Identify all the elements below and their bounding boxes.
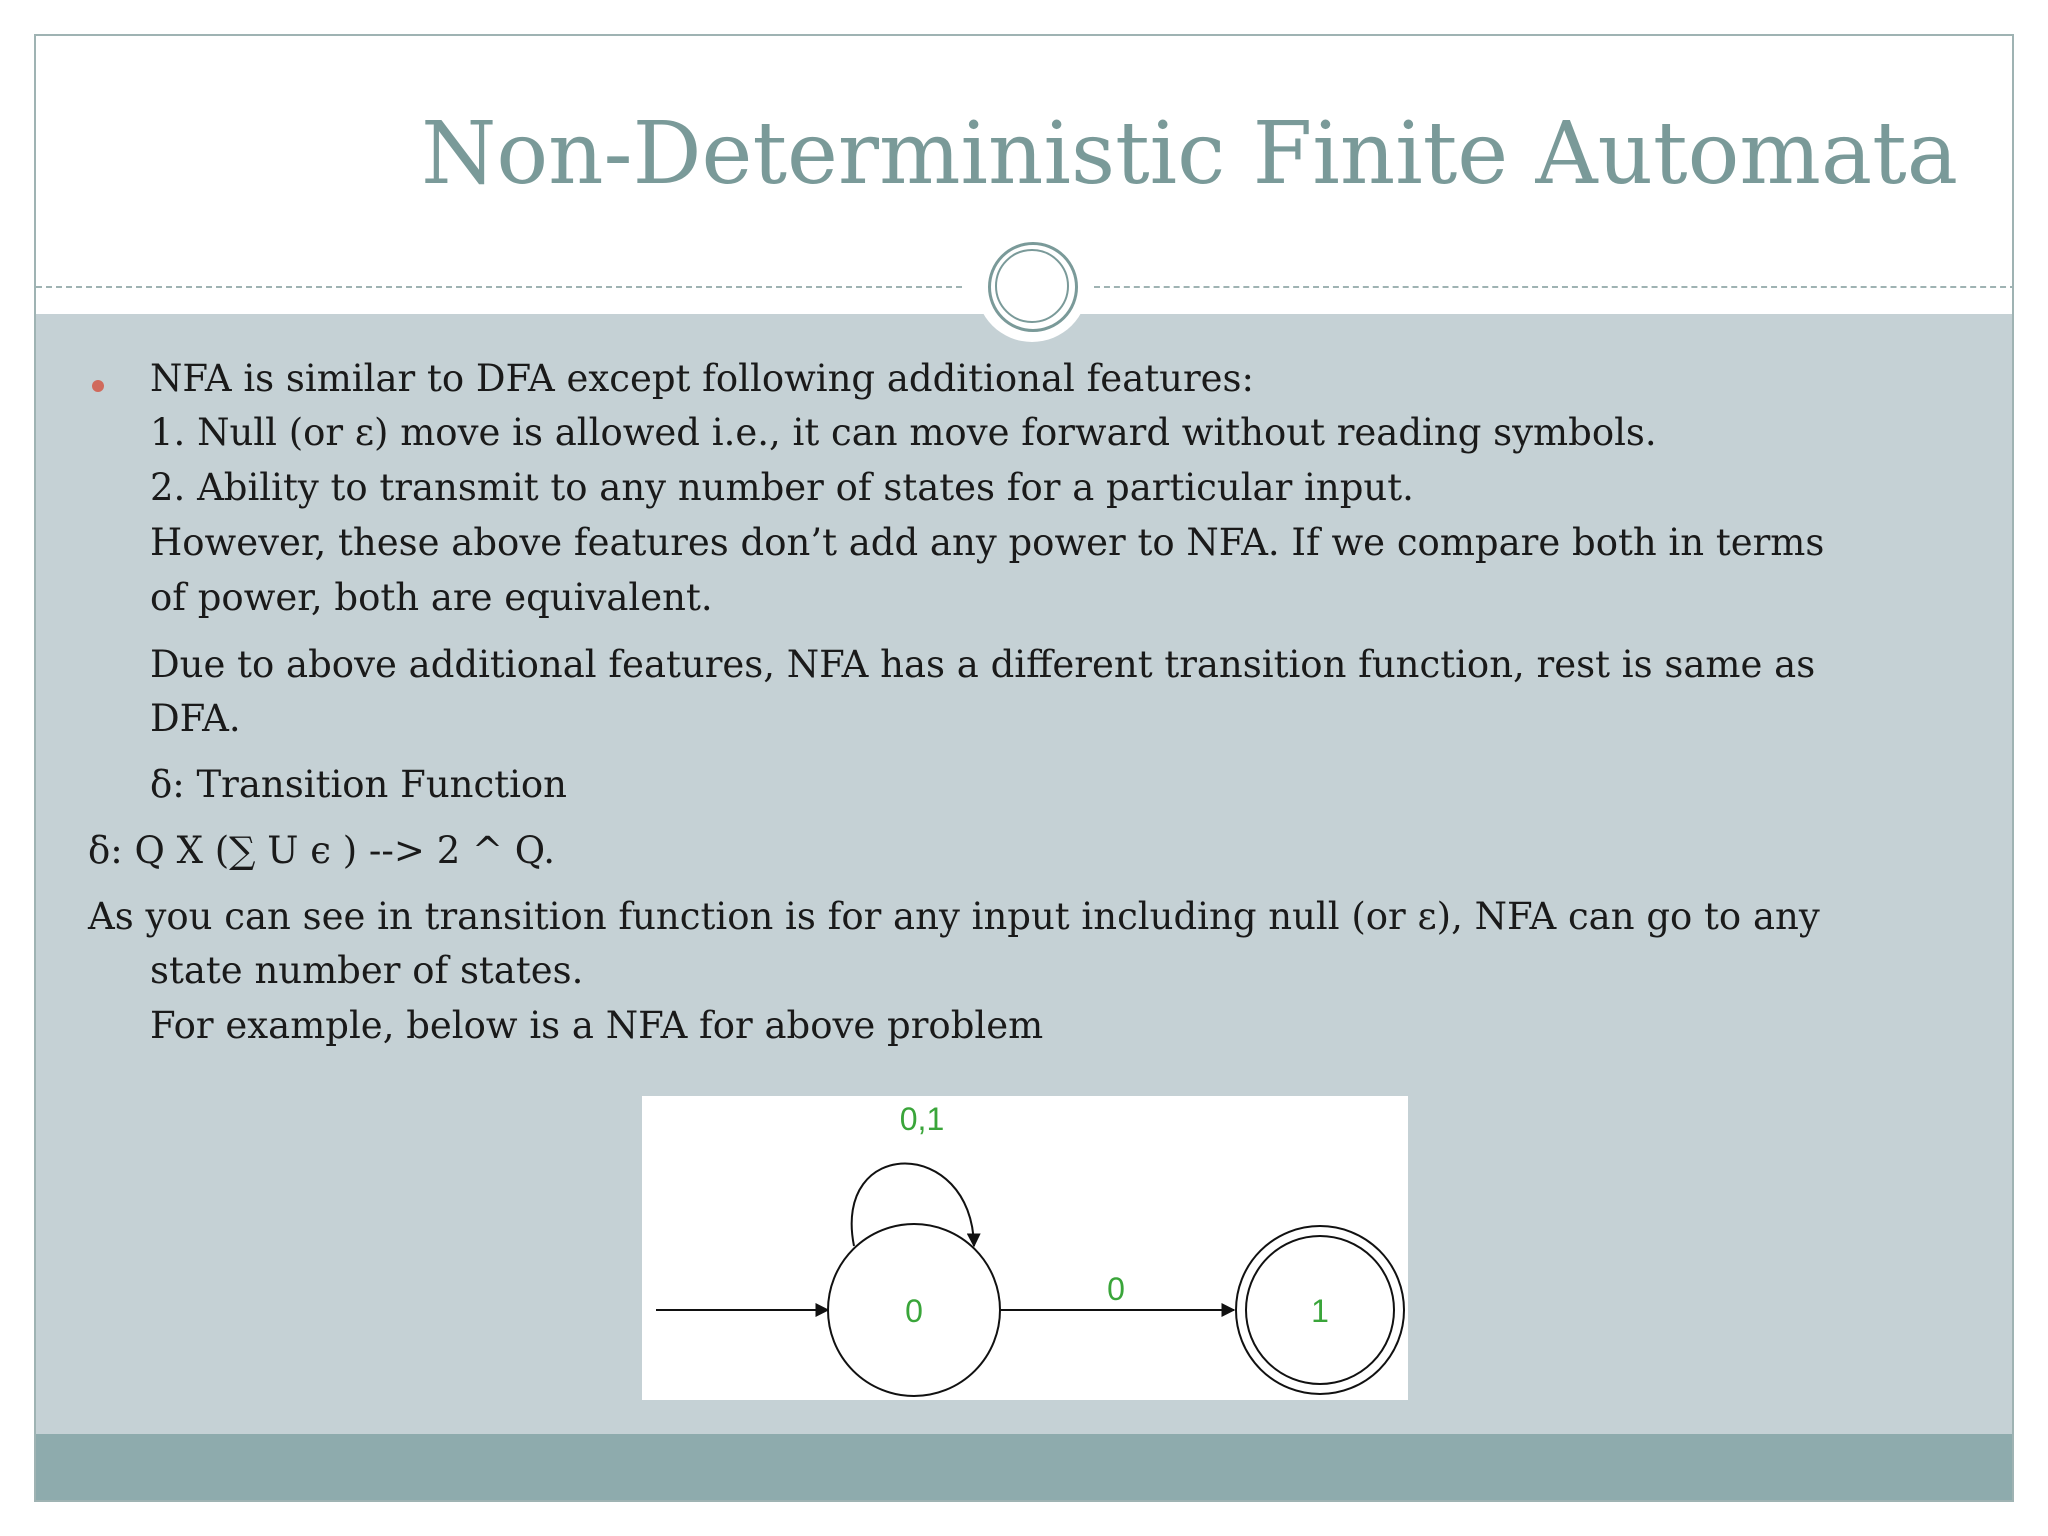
nfa-diagram — [642, 1096, 1408, 1400]
state-1-label: 1 — [1311, 1293, 1329, 1329]
body-line: For example, below is a NFA for above problem — [150, 1004, 1044, 1047]
body-line: NFA is similar to DFA except following additional features: — [150, 357, 1254, 400]
body-line: δ: Transition Function — [150, 763, 568, 806]
body-line: Due to above additional features, NFA has a different transition function, rest is same as — [150, 643, 1816, 686]
transition-label: 0 — [1107, 1271, 1125, 1307]
body-line: 1. Null (or ε) move is allowed i.e., it can move forward without reading symbols. — [150, 411, 1657, 454]
state-0-label: 0 — [905, 1293, 923, 1329]
bullet-icon — [92, 380, 104, 392]
divider-left — [36, 286, 962, 288]
circle-ornament-icon — [976, 230, 1088, 342]
body-line: However, these above features don’t add any power to NFA. If we compare both in terms — [150, 521, 1825, 564]
divider-right — [1094, 286, 2014, 288]
body-line: of power, both are equivalent. — [150, 576, 713, 619]
body-line: 2. Ability to transmit to any number of states for a particular input. — [150, 466, 1414, 509]
body-line: As you can see in transition function is for any input including null (or ε), NFA can go to any — [88, 895, 1820, 938]
slide-footer-band — [36, 1434, 2012, 1502]
body-line: DFA. — [150, 697, 241, 740]
body-line: δ: Q X (∑ U ϵ ) --> 2 ^ Q. — [88, 829, 556, 872]
self-loop-label: 0,1 — [899, 1101, 945, 1137]
slide-title: Non-Deterministic Finite Automata — [421, 104, 1958, 204]
body-line: state number of states. — [150, 949, 584, 992]
